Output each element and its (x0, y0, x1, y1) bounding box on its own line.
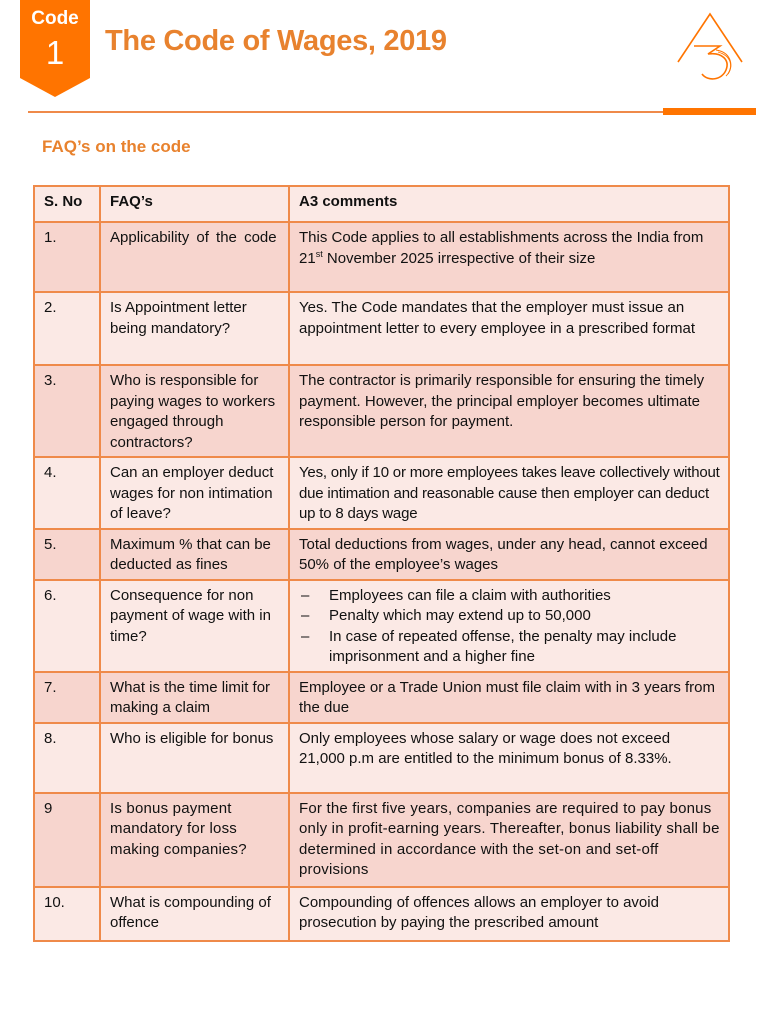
cell-sno: 6. (34, 580, 100, 672)
cell-faq: What is the time limit for making a claim (100, 672, 289, 723)
badge-number: 1 (45, 34, 65, 71)
cell-faq: Can an employer deduct wages for non intimation of leave? (100, 457, 289, 529)
cell-comment: For the first five years, companies are required to pay bonus only in profit-earning years. Thereafter, bonus liability shall be determined in accordance with the set-on and set-off provisions (289, 793, 729, 887)
cell-comment: The contractor is primarily responsible for ensuring the timely payment. However, the principal employer becomes ultimate responsible person for payment. (289, 365, 729, 457)
bullet-item: – Employees can file a claim with authorities (299, 586, 720, 607)
cell-faq: What is compounding of offence (100, 887, 289, 941)
cell-faq: Applicability of the code (100, 222, 289, 292)
section-title: FAQ’s on the code (42, 137, 191, 156)
cell-sno: 5. (34, 529, 100, 580)
cell-faq: Maximum % that can be deducted as fines (100, 529, 289, 580)
cell-sno: 4. (34, 457, 100, 529)
cell-sno: 9 (34, 793, 100, 887)
table-row (34, 793, 729, 887)
table-row (34, 887, 729, 941)
table-row (34, 365, 729, 457)
cell-sno: 3. (34, 365, 100, 457)
cell-sno: 1. (34, 222, 100, 292)
code-badge (20, 0, 90, 97)
comment-text: November 2025 irrespective of their size (322, 249, 596, 267)
header-comments: A3 comments (289, 186, 729, 222)
a3-logo-icon (672, 10, 750, 90)
cell-faq: Who is responsible for paying wages to workers engaged through contractors? (100, 365, 289, 457)
table-row (34, 580, 729, 672)
table-header-row (34, 186, 729, 222)
table-row (34, 457, 729, 529)
cell-sno: 8. (34, 723, 100, 793)
cell-sno: 2. (34, 292, 100, 365)
bullet-item: – In case of repeated offense, the penalty may include imprisonment and a higher fine (299, 627, 720, 668)
cell-comment: Only employees whose salary or wage does not exceed 21,000 p.m are entitled to the minimum bonus of 8.33%. (289, 723, 729, 793)
badge-word: Code (31, 8, 79, 29)
comment-bullet-list (299, 586, 720, 668)
a3-logo (672, 10, 750, 95)
comment-text: This Code applies to all establishments across the India from 21 (299, 229, 704, 267)
table-row (34, 292, 729, 365)
cell-faq: Is bonus payment mandatory for loss making companies? (100, 793, 289, 887)
cell-comment: Yes. The Code mandates that the employer must issue an appointment letter to every employee in a prescribed format (289, 292, 729, 365)
cell-faq: Is Appointment letter being mandatory? (100, 292, 289, 365)
cell-faq: Consequence for non payment of wage with in time? (100, 580, 289, 672)
faq-table (33, 185, 730, 942)
cell-comment: Total deductions from wages, under any head, cannot exceed 50% of the employee’s wages (289, 529, 729, 580)
cell-comment (289, 580, 729, 672)
cell-comment: Employee or a Trade Union must file claim with in 3 years from the due (289, 672, 729, 723)
bullet-item: – Penalty which may extend up to 50,000 (299, 606, 720, 627)
header-faq: FAQ’s (100, 186, 289, 222)
table-row (34, 723, 729, 793)
comment-superscript: st (315, 248, 323, 259)
cell-comment: Compounding of offences allows an employer to avoid prosecution by paying the prescribed amount (289, 887, 729, 941)
header-sno: S. No (34, 186, 100, 222)
cell-sno: 10. (34, 887, 100, 941)
table-row (34, 672, 729, 723)
header-divider-accent (663, 108, 756, 115)
table-row (34, 529, 729, 580)
table-row (34, 222, 729, 292)
cell-sno: 7. (34, 672, 100, 723)
cell-comment (289, 222, 729, 292)
cell-faq: Who is eligible for bonus (100, 723, 289, 793)
header-divider (28, 111, 668, 113)
cell-comment: Yes, only if 10 or more employees takes leave collectively without due intimation and reasonable cause then employer can deduct up to 8 days wage (289, 457, 729, 529)
page-title: The Code of Wages, 2019 (105, 25, 447, 57)
